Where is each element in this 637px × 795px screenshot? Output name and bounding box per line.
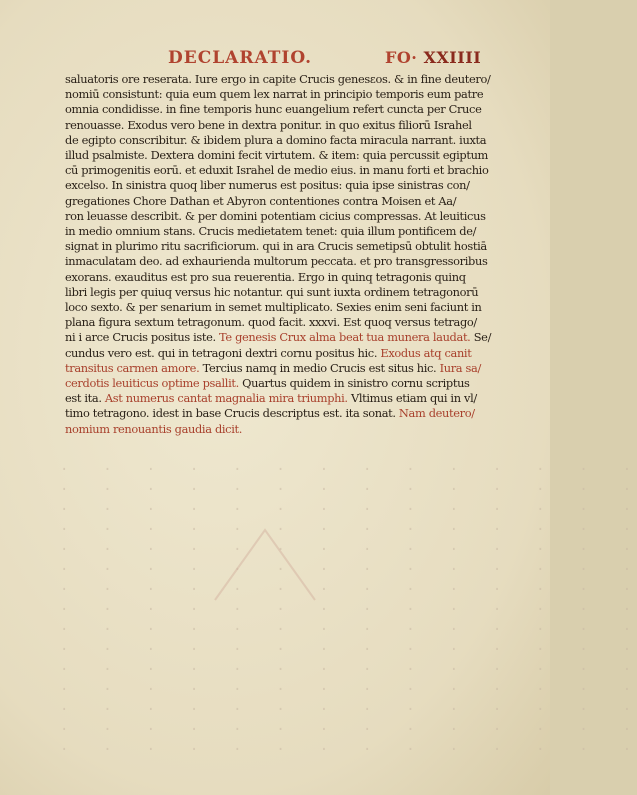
text-segment: excelso. In sinistra quoq liber numerus est positus: quia ipse sinistras con/ xyxy=(65,178,470,193)
text-segment: gregationes Chore Dathan et Abyron contentiones contra Moisen et Aa/ xyxy=(65,193,457,208)
text-segment: timo tetragono. idest in base Crucis descriptus est. ita sonat. xyxy=(65,406,399,421)
rubricated-verse: transitus carmen amore. xyxy=(65,360,200,375)
text-line xyxy=(65,87,497,102)
folio-roman: XXIIII xyxy=(423,48,482,67)
text-segment: inmaculatam deo. ad exhaurienda multorum peccata. et pro transgressoribus xyxy=(65,254,488,269)
text-line xyxy=(65,330,497,345)
show-through-grid: · · · · · · · · · · · · · · · · · · · · · · · · · · · · · · · · · · · · · · · · · · · · · · · · · · · · · · · · · · · · · · · · · · · · · · · · · · · · · · · · · · · · · · · · · · · · · · · · · · · · · · · · · · · · · · · · · · · · · · · · · · · · · · · · · · · · · · · · · · · · · · · · · · · · · · · · · · · · · · · · · · · · · · · · · · · · · · · · · · · · · · · · · · · · · · · · · · · · · · · · · · · · · · · · · · xyxy=(60,462,637,758)
text-segment: nomiū consistunt: quia eum quem lex narrat in principio temporis eum patre xyxy=(65,87,484,102)
rubricated-verse: Nam deutero/ xyxy=(398,406,475,421)
text-segment: Tercius namq in medio Crucis est situs hic. xyxy=(199,360,440,375)
text-segment: renouasse. Exodus vero bene in dextra ponitur. in quo exitus filiorū Israhel xyxy=(65,117,472,132)
text-line xyxy=(65,163,497,178)
text-segment: plana figura sextum tetragonum. quod facit. xxxvi. Est quoq versus tetrago/ xyxy=(65,315,477,330)
rubricated-verse: Ast numerus cantat magnalia mira triumphi. xyxy=(104,391,348,406)
text-line xyxy=(65,239,497,254)
text-line xyxy=(65,361,497,376)
text-segment: est ita. xyxy=(65,391,105,406)
folio-prefix: FO· xyxy=(385,48,418,67)
text-segment: in medio omnium stans. Crucis medietatem tenet: quia illum pontificem de/ xyxy=(65,224,477,239)
text-line xyxy=(65,346,497,361)
text-line xyxy=(65,406,497,421)
text-line xyxy=(65,72,497,87)
show-through-triangle xyxy=(205,520,325,610)
text-line xyxy=(65,315,497,330)
running-title: DECLARATIO. xyxy=(168,48,313,68)
page-header xyxy=(0,48,550,74)
text-block xyxy=(65,72,497,437)
text-line xyxy=(65,178,497,193)
text-segment: illud psalmiste. Dextera domini fecit virtutem. & item: quia percussit egiptum xyxy=(65,148,489,163)
text-line xyxy=(65,224,497,239)
text-line xyxy=(65,300,497,315)
text-segment: ron leuasse describit. & per domini potentiam cicius compressas. At leuiticus xyxy=(65,208,486,223)
rubricated-verse: Iura sa/ xyxy=(439,360,481,375)
text-segment: Se/ xyxy=(470,330,492,345)
text-line xyxy=(65,148,497,163)
text-segment: omnia condidisse. in fine temporis hunc euangelium refert cuncta per Cruce xyxy=(65,102,482,117)
text-line xyxy=(65,102,497,117)
text-segment: Vltimus etiam qui in vl/ xyxy=(347,391,477,406)
text-line xyxy=(65,422,497,437)
text-line xyxy=(65,209,497,224)
text-segment: cū primogenitis eorū. et eduxit Israhel de medio eius. in manu forti et brachio xyxy=(65,163,489,178)
text-segment: de egipto conscribitur. & ibidem plura a domino facta miracula narrant. iuxta xyxy=(65,132,487,147)
text-segment: signat in plurimo ritu sacrificiorum. qui in ara Crucis semetipsū obtulit hostiā xyxy=(65,239,487,254)
text-segment: loco sexto. & per senarium in semet multiplicato. Sexies enim seni faciunt in xyxy=(65,300,482,315)
text-segment: Quartus quidem in sinistro cornu scriptus xyxy=(238,376,470,391)
text-line xyxy=(65,254,497,269)
text-segment: cundus vero est. qui in tetragoni dextri cornu positus hic. xyxy=(65,345,381,360)
text-line xyxy=(65,133,497,148)
text-line xyxy=(65,270,497,285)
text-line xyxy=(65,285,497,300)
rubricated-verse: Exodus atq canit xyxy=(380,345,472,360)
rubricated-verse: cerdotis leuiticus optime psallit. xyxy=(65,376,239,391)
folio-number xyxy=(385,48,481,67)
text-segment: saluatoris ore reserata. Iure ergo in capite Crucis genesεos. & in fine deutero/ xyxy=(65,72,491,86)
text-segment: exorans. exauditus est pro sua reuerentia. Ergo in quinq tetragonis quinq xyxy=(65,269,466,284)
text-line xyxy=(65,118,497,133)
rubricated-verse: nomium renouantis gaudia dicit. xyxy=(65,421,242,436)
text-line xyxy=(65,376,497,391)
text-line xyxy=(65,391,497,406)
rubricated-verse: Te genesis Crux alma beat tua munera laudat. xyxy=(219,330,471,345)
text-segment: libri legis per quiuq versus hic notantur. qui sunt iuxta ordinem tetragonorū xyxy=(65,284,479,299)
text-line xyxy=(65,194,497,209)
text-segment: ni i arce Crucis positus iste. xyxy=(65,330,220,345)
